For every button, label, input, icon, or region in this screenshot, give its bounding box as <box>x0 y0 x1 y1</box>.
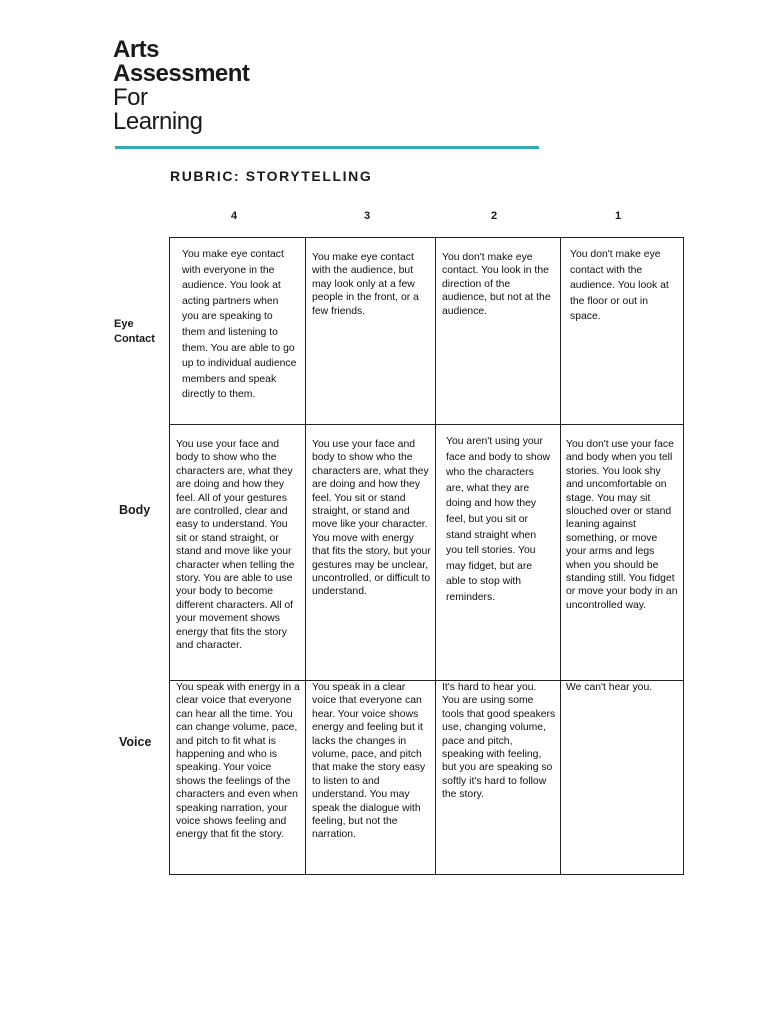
table-divider <box>435 238 436 874</box>
score-header-4: 4 <box>230 210 238 222</box>
cell-eye-contact-4: You make eye contact with everyone in the audience. You look at acting partners when you are speaking to them and listening to them. You are able to go up to individual audience members and speak directly to them. <box>182 249 297 401</box>
score-header-1: 1 <box>614 210 622 222</box>
cell-eye-contact-2: You don't make eye contact. You look in the direction of the audience, but not at the audience. <box>442 252 551 317</box>
cell-voice-3: You speak in a clear voice that everyone can hear. Your voice shows energy and feeling but it lacks the changes in volume, pace, and pitch that make the story easy to listen to and understand. You may speak the dialogue with feeling, but not the narration. <box>312 682 426 841</box>
logo-line-arts: Arts <box>113 36 160 63</box>
rubric-table <box>169 237 684 875</box>
cell-body-1: You don't use your face and body when you tell stories. You look shy and uncomfortable on stage. You may sit slouched over or stand leaning against something, or move your arms and legs when you should be standing still. You fidget or move your body in an uncontrolled way. <box>566 439 678 611</box>
table-divider <box>305 238 306 874</box>
cell-voice-4: You speak with energy in a clear voice that everyone can hear all the time. You can change volume, pace, and pitch to fit what is happening and who is speaking. Your voice shows the feelings of the characters and even when speaking narration, your voice shows feeling and energy that fit the story. <box>176 682 300 841</box>
row-label-contact: Contact <box>114 333 155 345</box>
cell-body-4: You use your face and body to show who the characters are, what they are doing and how they feel. All of your gestures are controlled, clear and easy to understand. You sit or stand straight, or stand and move like your character when telling the story. You are able to use your body to become different characters. All of your movement shows energy that fits the story and character. <box>176 439 295 652</box>
logo-line-learning: Learning <box>113 108 203 135</box>
cell-eye-contact-1: You don't make eye contact with the audience. You look at the floor or out in space. <box>570 249 669 323</box>
cell-voice-2: It's hard to hear you. You are using some tools that good speakers use, changing volume, pace and pitch, speaking with feeling, but you are speaking so softly it's hard to follow the story. <box>442 682 556 801</box>
logo <box>113 38 249 134</box>
accent-divider <box>115 146 539 149</box>
row-label-eye-contact <box>114 317 155 347</box>
logo-line-for: For <box>113 84 148 111</box>
row-label-voice: Voice <box>119 735 152 749</box>
page-title: RUBRIC: STORYTELLING <box>170 168 373 184</box>
cell-body-3: You use your face and body to show who the characters are, what they are doing and how they feel. You sit or stand straight, or stand and move like your character. You move with energy that fits the story, but your gestures may be unclear, uncontrolled, or difficult to understand. <box>312 439 431 598</box>
cell-body-2: You aren't using your face and body to show who the characters are, what they are doing and how they feel, but you sit or stand straight when you tell stories. You may fidget, but are able to stop with reminders. <box>446 436 550 603</box>
score-header-3: 3 <box>363 210 371 222</box>
cell-eye-contact-3: You make eye contact with the audience, but may look only at a few people in the front, or a few friends. <box>312 252 419 317</box>
table-divider <box>560 238 561 874</box>
row-label-body: Body <box>119 503 151 517</box>
row-label-eye: Eye <box>114 318 134 330</box>
logo-line-assessment: Assessment <box>113 60 250 87</box>
cell-voice-1: We can't hear you. <box>566 682 653 693</box>
score-header-2: 2 <box>490 210 498 222</box>
table-divider <box>170 424 683 425</box>
